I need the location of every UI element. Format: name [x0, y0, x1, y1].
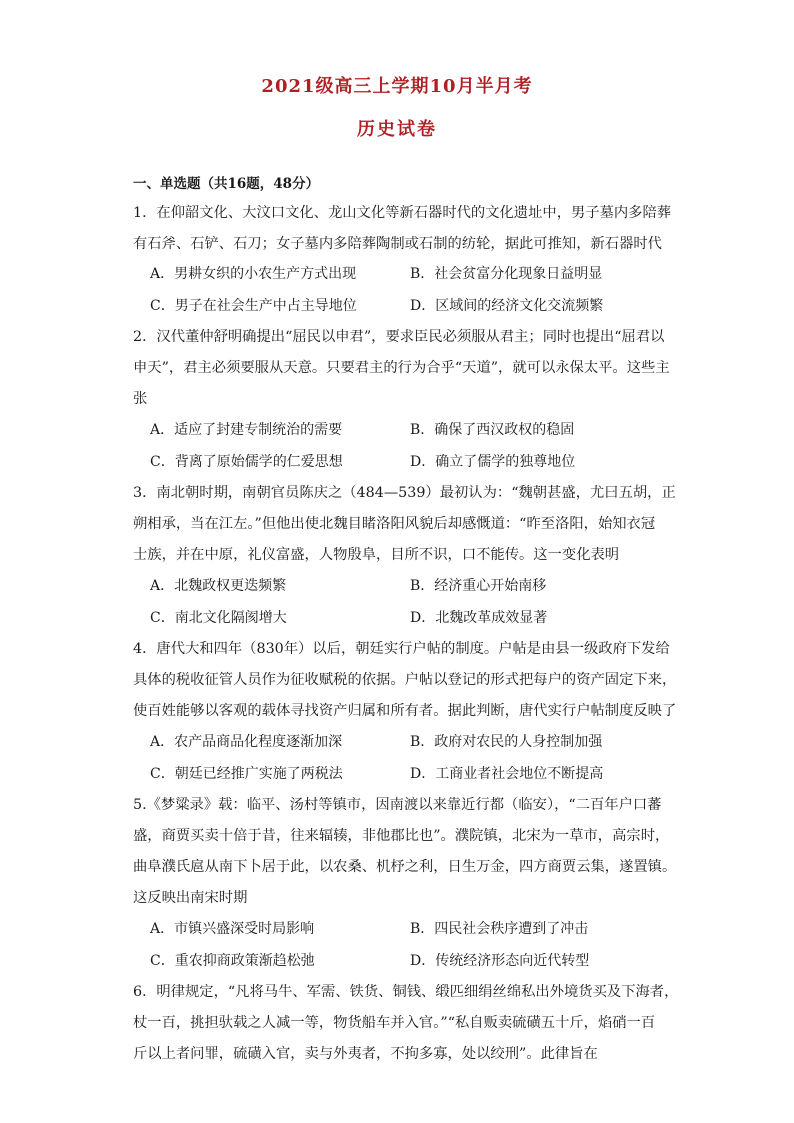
question-3-line-2: 朔相承，当在江左。”但他出使北魏目睹洛阳风貌后却感慨道：“昨至洛阳，始知衣冠: [133, 516, 656, 532]
question-6-line-1: 6．明律规定，“凡将马牛、军需、铁货、铜钱、缎匹细绢丝绵私出外境货买及下海者，: [133, 984, 679, 1000]
question-4-line-2: 具体的税收征管人员作为征收赋税的依据。户帖以登记的形式把每户的资产固定下来，: [133, 672, 677, 688]
question-3-option-b: B．经济重心开始南移: [410, 578, 547, 594]
question-1-line-1: 1．在仰韶文化、大汶口文化、龙山文化等新石器时代的文化遗址中，男子墓内多陪葬: [133, 205, 672, 221]
question-2-line-3: 张: [133, 391, 148, 407]
question-1-option-c: C．男子在社会生产中占主导地位: [150, 298, 357, 314]
question-5-line-1: 5.《梦粱录》载：临平、汤村等镇市，因南渡以来靠近行都（临安），“二百年户口蕃: [133, 797, 662, 813]
question-5-option-b: B．四民社会秩序遭到了冲击: [410, 921, 589, 937]
question-3-option-c: C．南北文化隔阂增大: [150, 610, 287, 626]
question-3-option-a: A．北魏政权更迭频繁: [150, 578, 287, 594]
section-title: 一、单选题（共16题，48分）: [133, 176, 320, 192]
question-1-option-a: A．男耕女织的小农生产方式出现: [150, 266, 357, 282]
question-2-option-d: D．确立了儒学的独尊地位: [410, 454, 576, 470]
question-5-option-d: D．传统经济形态向近代转型: [410, 953, 590, 969]
question-4-line-3: 使百姓能够以客观的载体寻找资产归属和所有者。据此判断，唐代实行户帖制度反映了: [133, 703, 677, 719]
question-3-line-1: 3．南北朝时期，南朝官员陈庆之（484—539）最初认为：“魏朝甚盛，尤曰五胡，正: [133, 485, 676, 501]
exam-subtitle: 历史试卷: [357, 119, 437, 140]
question-2-option-a: A．适应了封建专制统治的需要: [150, 422, 343, 438]
question-1-option-d: D．区域间的经济文化交流频繁: [410, 298, 604, 314]
question-2-line-1: 2．汉代董仲舒明确提出“屈民以申君”，要求臣民必须服从君主；同时也提出“屈君以: [133, 329, 665, 345]
question-4-line-1: 4．唐代大和四年（830年）以后，朝廷实行户帖的制度。户帖是由县一级政府下发给: [133, 641, 670, 657]
question-5-line-4: 这反映出南宋时期: [133, 890, 248, 906]
question-6-line-2: 杖一百，挑担驮载之人减一等，物货船车并入官。”“私自贩卖硫磺五十斤，焰硝一百: [133, 1015, 656, 1031]
question-5-line-3: 曲阜濮氏扈从南下卜居于此，以农桑、机杼之利，日生万金，四方商贾云集，遂置镇。: [133, 859, 677, 875]
question-2-option-c: C．背离了原始儒学的仁爱思想: [150, 454, 343, 470]
question-3-option-d: D．北魏改革成效显著: [410, 610, 548, 626]
exam-title: 2021级高三上学期10月半月考: [261, 76, 533, 97]
question-3-line-3: 士族，并在中原，礼仪富盛，人物殷阜，目所不识，口不能传。这一变化表明: [133, 547, 620, 563]
question-4-option-a: A．农产品商品化程度逐渐加深: [150, 734, 343, 750]
question-5-option-c: C．重农抑商政策渐趋松弛: [150, 953, 315, 969]
question-4-option-c: C．朝廷已经推广实施了两税法: [150, 766, 343, 782]
question-5-option-a: A．市镇兴盛深受时局影响: [150, 921, 315, 937]
question-4-option-b: B．政府对农民的人身控制加强: [410, 734, 603, 750]
question-2-line-2: 申天”，君主必须要服从天意。只要君主的行为合乎“天道”，就可以永保太平。这些主: [133, 360, 670, 376]
question-1-option-b: B．社会贫富分化现象日益明显: [410, 266, 603, 282]
question-5-line-2: 盛，商贾买卖十倍于昔，往来辐辏，非他郡比也”。濮院镇，北宋为一草市，高宗时，: [133, 828, 670, 844]
question-1-line-2: 有石斧、石铲、石刀；女子墓内多陪葬陶制或石制的纺轮，据此可推知，新石器时代: [133, 236, 662, 252]
question-2-option-b: B．确保了西汉政权的稳固: [410, 422, 575, 438]
question-4-option-d: D．工商业者社会地位不断提高: [410, 766, 604, 782]
question-6-line-3: 斤以上者问罪，硫磺入官，卖与外夷者，不拘多寡，处以绞刑”。此律旨在: [133, 1046, 598, 1062]
